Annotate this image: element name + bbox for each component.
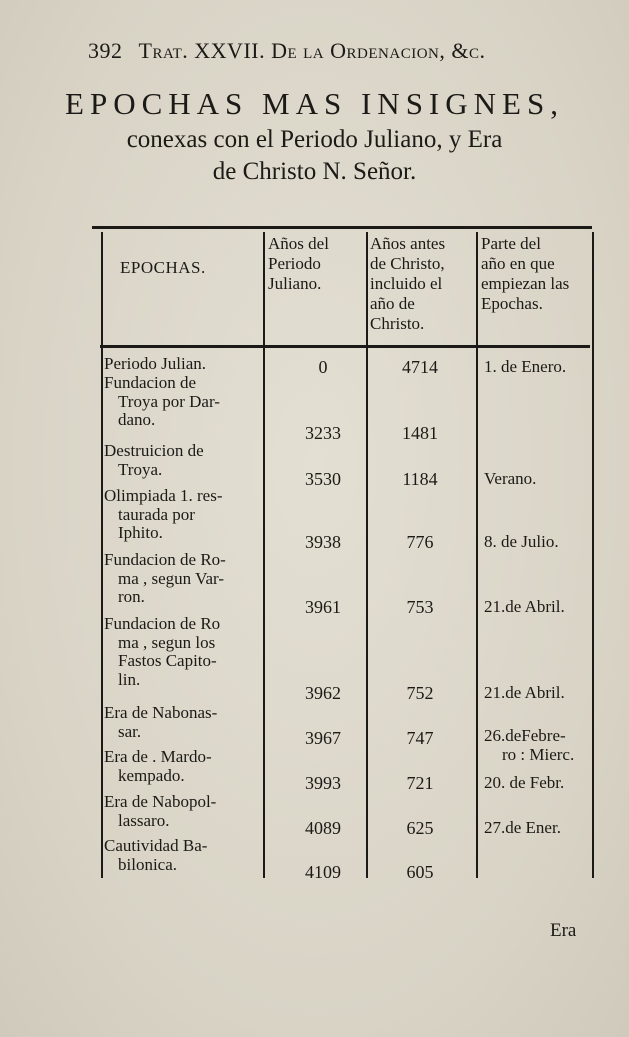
header-line: año en que [481,254,555,273]
table-left-border [101,232,103,878]
epoch-line: Troya. [118,459,163,479]
table-col-divider-3 [476,232,478,878]
epoch-name [104,704,264,741]
part-line: 21.de Abril. [484,683,565,702]
epoch-line: dano. [118,410,156,429]
part-line: 20. de Febr. [484,773,565,792]
julian-year: 3993 [305,773,341,793]
epoch-line: Periodo Julian. [104,354,206,373]
header-line: Años del [268,234,329,253]
part-of-year [484,532,594,551]
table-top-rule [92,226,592,229]
julian-year: 3530 [305,469,341,489]
epoch-line: kempado. [118,765,185,785]
header-line: Juliano. [268,274,322,293]
epoch-line: Cautividad Ba- [104,836,208,855]
epoch-line: Fundacion de [104,373,197,392]
page-number: 392 [88,38,123,63]
part-of-year [484,597,594,616]
catchword: Era [550,920,577,941]
header-line: incluido el [370,274,443,293]
header-line: de Christo, [370,254,445,273]
column-header-part-of-year [481,234,589,314]
year-before-christ: 605 [406,862,434,882]
epoch-line: Fundacion de Ro- [104,550,226,569]
epoch-line: Era de Nabonas- [104,703,218,722]
header-line: Christo. [370,314,425,333]
epoch-name [104,837,264,874]
header-line: año de [370,294,415,313]
part-line: ro : Mierc. [502,745,575,764]
epoch-line: ma , segun Var- [118,568,225,588]
julian-year: 3962 [305,683,341,703]
epoch-name [104,551,264,607]
epoch-line: ma , segun los [118,632,216,652]
epoch-name [104,615,264,689]
epoch-name [104,487,264,543]
part-of-year [484,818,594,837]
year-before-christ: 747 [406,728,434,748]
julian-year: 4109 [305,862,341,882]
part-line: 8. de Julio. [484,532,559,551]
part-of-year [484,357,594,376]
year-before-christ: 625 [406,818,434,838]
page-subtitle-line-2: de Christo N. Señor. [212,158,417,185]
epoch-name [104,355,264,374]
part-line: 27.de Ener. [484,818,561,837]
part-of-year [484,683,594,702]
header-line: Periodo [268,254,321,273]
year-before-christ: 1184 [402,469,438,489]
part-line: 26.deFebre- [484,726,566,745]
part-of-year [484,773,594,792]
epoch-name [104,374,264,430]
year-before-christ: 4714 [402,357,438,377]
epoch-line: Troya por Dar- [118,391,220,411]
julian-year: 0 [318,357,328,377]
header-line: Parte del [481,234,541,253]
header-line: Epochas. [481,294,543,313]
epoch-line: Fundacion de Ro [104,614,221,633]
year-before-christ: 753 [406,597,434,617]
table-col-divider-2 [366,232,368,878]
julian-year: 3233 [305,423,341,443]
header-line: Años antes [370,234,446,253]
julian-year: 3967 [305,728,341,748]
part-line: Verano. [484,469,537,488]
epoch-name [104,442,264,479]
epoch-line: Era de Nabopol- [104,792,217,811]
epoch-line: Olimpiada 1. res- [104,486,223,505]
column-header-julian [268,234,364,294]
epoch-line: Destruicion de [104,441,204,460]
part-of-year [484,469,594,488]
epoch-line: sar. [118,721,142,741]
part-of-year [484,726,594,764]
epoch-line: bilonica. [118,854,178,874]
running-header [88,38,588,64]
header-line: empiezan las [481,274,570,293]
epoch-line: taurada por [118,504,195,524]
epoch-line: Iphito. [118,523,163,542]
part-line: 21.de Abril. [484,597,565,616]
epoch-line: ron. [118,587,145,606]
year-before-christ: 752 [406,683,434,703]
epoch-line: lassaro. [118,810,170,830]
page-subtitle-line-1: conexas con el Periodo Juliano, y Era [126,126,503,153]
julian-year: 4089 [305,818,341,838]
epoch-line: Fastos Capito- [118,651,217,670]
epoch-name [104,793,264,830]
year-before-christ: 1481 [402,423,438,443]
running-title: Trat. XXVII. De la Ordenacion, &c. [138,38,486,63]
epoch-line: lin. [118,669,141,689]
julian-year: 3938 [305,532,341,552]
part-line: 1. de Enero. [484,357,567,376]
table-header-rule [100,345,590,348]
julian-year: 3961 [305,597,341,617]
epoch-line: Era de . Mardo- [104,747,212,766]
page-title: EPOCHAS MAS INSIGNES, [65,86,564,121]
year-before-christ: 776 [406,532,434,552]
epoch-name [104,748,264,785]
year-before-christ: 721 [406,773,434,793]
column-header-before-christ [370,234,474,334]
column-header-epochas: EPOCHAS. [120,258,206,277]
